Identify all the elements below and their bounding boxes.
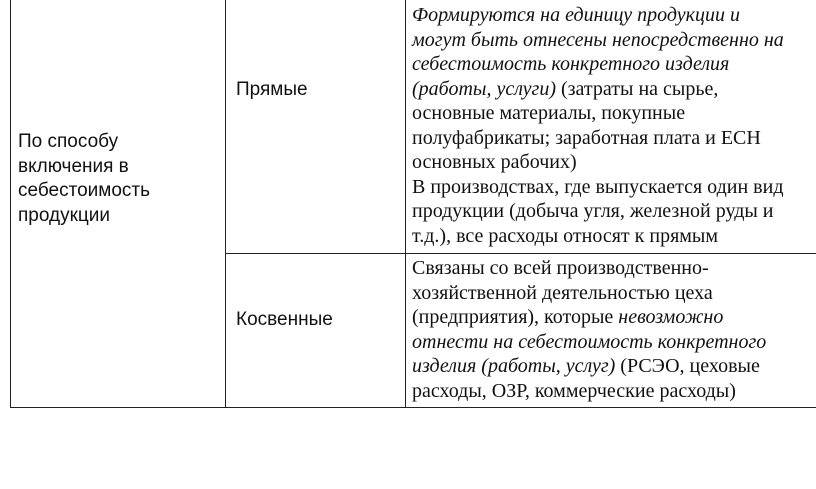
description-line: [412, 281, 816, 306]
text-run: полуфабрикаты; заработная плата и ЕСН: [412, 126, 761, 149]
text-run: В производствах, где выпускается один вид: [412, 175, 784, 198]
italic-text-run: (работы, услуги): [412, 77, 556, 100]
italic-text-run: отнести на себестоимость конкретного: [412, 330, 767, 353]
description-line: [412, 256, 816, 281]
criterion-line: включения в: [18, 155, 129, 177]
type-indirect: Косвенные: [236, 309, 333, 330]
text-run: (затраты на сырье,: [556, 77, 719, 100]
description-line: [412, 77, 816, 102]
text-run: продукции (добыча угля, железной руды и: [412, 200, 774, 222]
text-run: основные материалы, покупные: [412, 102, 686, 124]
criterion-line: По способу: [18, 131, 119, 152]
description-line: [412, 330, 816, 355]
description-line: [412, 175, 816, 200]
text-run: (предприятия), которые: [412, 306, 619, 328]
description-direct: [412, 3, 816, 248]
description-line: [412, 101, 816, 126]
description-line: [412, 150, 816, 175]
description-line: [412, 126, 816, 151]
table-border-col2: [405, 0, 406, 408]
type-direct: Прямые: [236, 79, 308, 100]
description-line: [412, 379, 816, 404]
text-run: Связаны со всей производственно-: [412, 257, 709, 279]
table-border-bottom: [10, 407, 816, 408]
italic-text-run: невозможно: [618, 306, 724, 328]
text-run: т.д.), все расходы относят к прямым: [412, 224, 719, 247]
description-line: [412, 28, 816, 53]
description-indirect: [412, 256, 816, 403]
text-run: (РСЭО, цеховые: [615, 355, 760, 377]
text-run: расходы, ОЗР, коммерческие расходы): [412, 379, 736, 402]
text-run: основных рабочих): [412, 151, 577, 173]
table-border-row: [225, 253, 816, 254]
description-line: [412, 199, 816, 224]
table-border-col1: [225, 0, 226, 408]
text-run: хозяйственной деятельностью цеха: [412, 281, 713, 304]
criterion-line: себестоимость: [18, 180, 150, 201]
table-border-left: [10, 0, 11, 408]
italic-text-run: Формируются на единицу продукции и: [412, 4, 740, 26]
criterion-cell: [18, 130, 213, 228]
description-line: [412, 305, 816, 330]
criterion-line: продукции: [18, 204, 111, 226]
description-line: [412, 3, 816, 28]
description-line: [412, 354, 816, 379]
italic-text-run: могут быть отнесены непосредственно на: [412, 28, 784, 51]
description-line: [412, 52, 816, 77]
italic-text-run: изделия (работы, услуг): [412, 355, 616, 377]
italic-text-run: себестоимость конкретного изделия: [412, 53, 730, 75]
description-line: [412, 224, 816, 249]
